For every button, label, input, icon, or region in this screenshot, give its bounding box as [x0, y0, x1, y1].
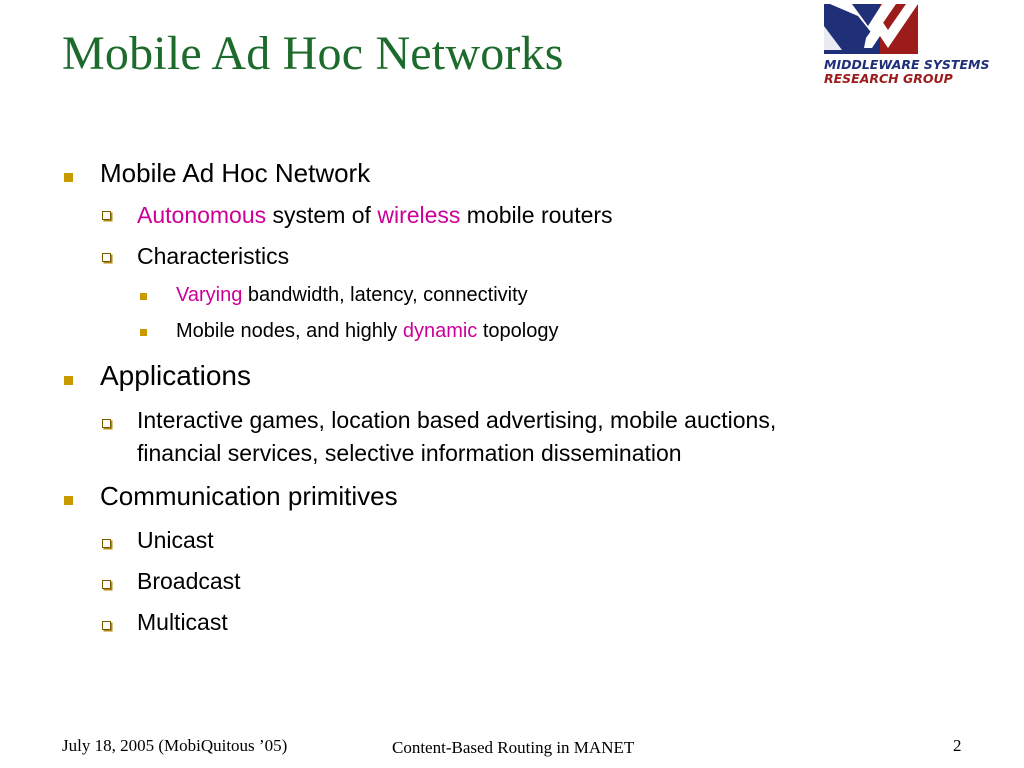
footer-date: July 18, 2005 (MobiQuitous ’05): [62, 736, 288, 755]
bullet-autonomous-system: [137, 202, 613, 229]
bullet-applications: Applications: [100, 360, 251, 391]
footer-title: Content-Based Routing in MANET: [392, 738, 635, 757]
bullet-unicast: Unicast: [137, 527, 214, 553]
highlight-dynamic: dynamic: [402, 320, 478, 342]
bullet-mobile-nodes: [176, 320, 558, 343]
logo-line-1: MIDDLEWARE SYSTEMS: [824, 57, 990, 72]
text-mobile-routers: mobile routers: [460, 202, 613, 228]
highlight-wireless: wireless: [377, 202, 461, 228]
msrg-logo-mark-icon: [822, 4, 1018, 60]
highlight-varying: Varying: [176, 284, 243, 306]
bullet-multicast: Multicast: [137, 609, 228, 635]
text-system-of: system of: [266, 202, 378, 228]
bullet-interactive-games-line2: financial services, selective information dissemination: [137, 440, 682, 466]
bullet-square-icon: [64, 376, 73, 385]
small-square-bullet-icon: [140, 329, 147, 336]
bullet-interactive-games-line1: Interactive games, location based advertising, mobile auctions,: [137, 407, 777, 433]
logo-wordmark: [824, 58, 989, 86]
hollow-square-bullet-icon: [102, 253, 111, 262]
bullet-characteristics: Characteristics: [137, 243, 290, 269]
small-square-bullet-icon: [140, 293, 147, 300]
hollow-square-bullet-icon: [102, 580, 111, 589]
hollow-square-bullet-icon: [102, 539, 111, 548]
highlight-autonomous: Autonomous: [137, 202, 267, 228]
text-bandwidth: bandwidth, latency, connectivity: [242, 284, 528, 306]
bullet-broadcast: Broadcast: [137, 568, 241, 594]
bullet-varying: [176, 284, 528, 307]
logo-line-2: RESEARCH GROUP: [824, 71, 953, 86]
bullet-square-icon: [64, 173, 73, 182]
bullet-mobile-ad-hoc-network: Mobile Ad Hoc Network: [100, 158, 371, 188]
text-topology: topology: [477, 320, 559, 342]
hollow-square-bullet-icon: [102, 419, 111, 428]
msrg-logo: [822, 4, 1018, 96]
text-mobile-nodes: Mobile nodes, and highly: [176, 320, 403, 342]
bullet-square-icon: [64, 496, 73, 505]
slide-title: Mobile Ad Hoc Networks: [62, 27, 564, 80]
bullet-communication-primitives: Communication primitives: [100, 481, 398, 511]
footer-page-number: 2: [953, 736, 962, 755]
hollow-square-bullet-icon: [102, 211, 111, 220]
hollow-square-bullet-icon: [102, 621, 111, 630]
